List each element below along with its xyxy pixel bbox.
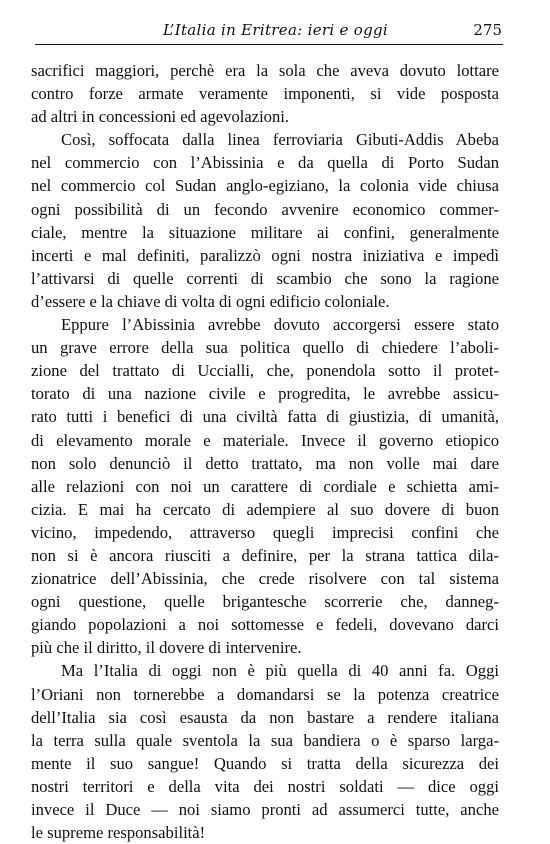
text-line: torato di una nazione civile e progredita, le avrebbe assicu- — [31, 384, 499, 404]
running-title: L’Italia in Eritrea: ieri e oggi — [163, 21, 389, 39]
body-text — [31, 59, 499, 844]
text-line: invece il Duce — noi siamo pronti ad assumerci tutte, anche — [31, 800, 499, 819]
paragraph-2 — [31, 128, 499, 313]
text-line: cizia. E mai ha cercato di adempiere al suo dovere di buon — [31, 499, 499, 519]
text-line: ad altri in concessioni ed agevolazioni. — [31, 107, 290, 127]
text-line: dell’Italia sia così esausta da non bastare a rendere italiana — [31, 707, 499, 727]
text-line: Così, soffocata dalla linea ferroviaria Gibuti-Addis Abeba — [61, 130, 499, 150]
text-line: zionatrice dell’Abissinia, che crede risolvere con tal sistema — [31, 569, 499, 589]
page-number: 275 — [473, 21, 502, 39]
text-line: nel commercio con l’Abissinia e da quella di Porto Sudan — [31, 153, 499, 173]
text-line: ogni questione, quelle brigantesche scorrerie che, danneg- — [31, 592, 499, 612]
running-header — [35, 20, 503, 45]
text-line: non si è ancora riusciti a definire, per la strana tattica dila- — [31, 545, 499, 565]
text-line: ogni possibilità di un fecondo avvenire economico commer- — [31, 199, 499, 219]
paragraph-1 — [31, 59, 499, 128]
text-line: Eppure l’Abissinia avrebbe dovuto accorgersi essere stato — [61, 315, 499, 335]
text-line: rato tutti i benefici di una civiltà fatta di giustizia, di umanità, — [31, 407, 499, 427]
text-line: alle relazioni con noi un carattere di cordiale e schietta ami- — [31, 476, 499, 496]
text-line: contro forze armate veramente imponenti, si vide posposta — [31, 84, 499, 104]
text-line: incerti e mal definiti, paralizzò ogni nostra iniziativa e impedì — [31, 245, 499, 265]
text-line: nel commercio col Sudan anglo-egiziano, la colonia vide chiusa — [31, 176, 499, 196]
paragraph-3 — [31, 313, 499, 659]
text-line: vicino, impedendo, attraverso quegli imprecisi confini che — [31, 522, 499, 542]
text-line: più che il diritto, il dovere di intervenire. — [31, 638, 302, 658]
text-line: zione del trattato di Uccialli, che, ponendola sotto il protet- — [31, 361, 499, 381]
text-line: sacrifici maggiori, perchè era la sola che aveva dovuto lottare — [31, 61, 499, 80]
text-line: l’attivarsi di quelle correnti di scambio che sono la ragione — [31, 268, 499, 288]
text-line: giando popolazioni a noi sottomesse e fedeli, dovevano darci — [31, 615, 499, 635]
text-line: d’essere e la chiave di volta di ogni edificio coloniale. — [31, 291, 390, 311]
text-line: mente il suo sangue! Quando si tratta della sicurezza dei — [31, 753, 499, 773]
text-line: la terra sulla quale sventola la sua bandiera o è sparso larga- — [31, 730, 499, 750]
text-line: nostri territori e della vita dei nostri soldati — dice oggi — [31, 776, 499, 796]
text-line: le supreme responsabilità! — [31, 823, 206, 843]
text-line: Ma l’Italia di oggi non è più quella di 40 anni fa. Oggi — [61, 661, 499, 681]
text-line: ciale, mentre la situazione militare ai confini, generalmente — [31, 222, 499, 242]
paragraph-4 — [31, 659, 499, 844]
text-line: non solo denunciò il detto trattato, ma non volle mai dare — [31, 453, 499, 473]
text-line: un grave errore della sua politica quello di chiedere l’aboli- — [31, 338, 499, 358]
text-line: l’Oriani non tornerebbe a domandarsi se la potenza creatrice — [31, 684, 499, 704]
text-line: di elevamento morale e materiale. Invece il governo etiopico — [31, 430, 499, 450]
